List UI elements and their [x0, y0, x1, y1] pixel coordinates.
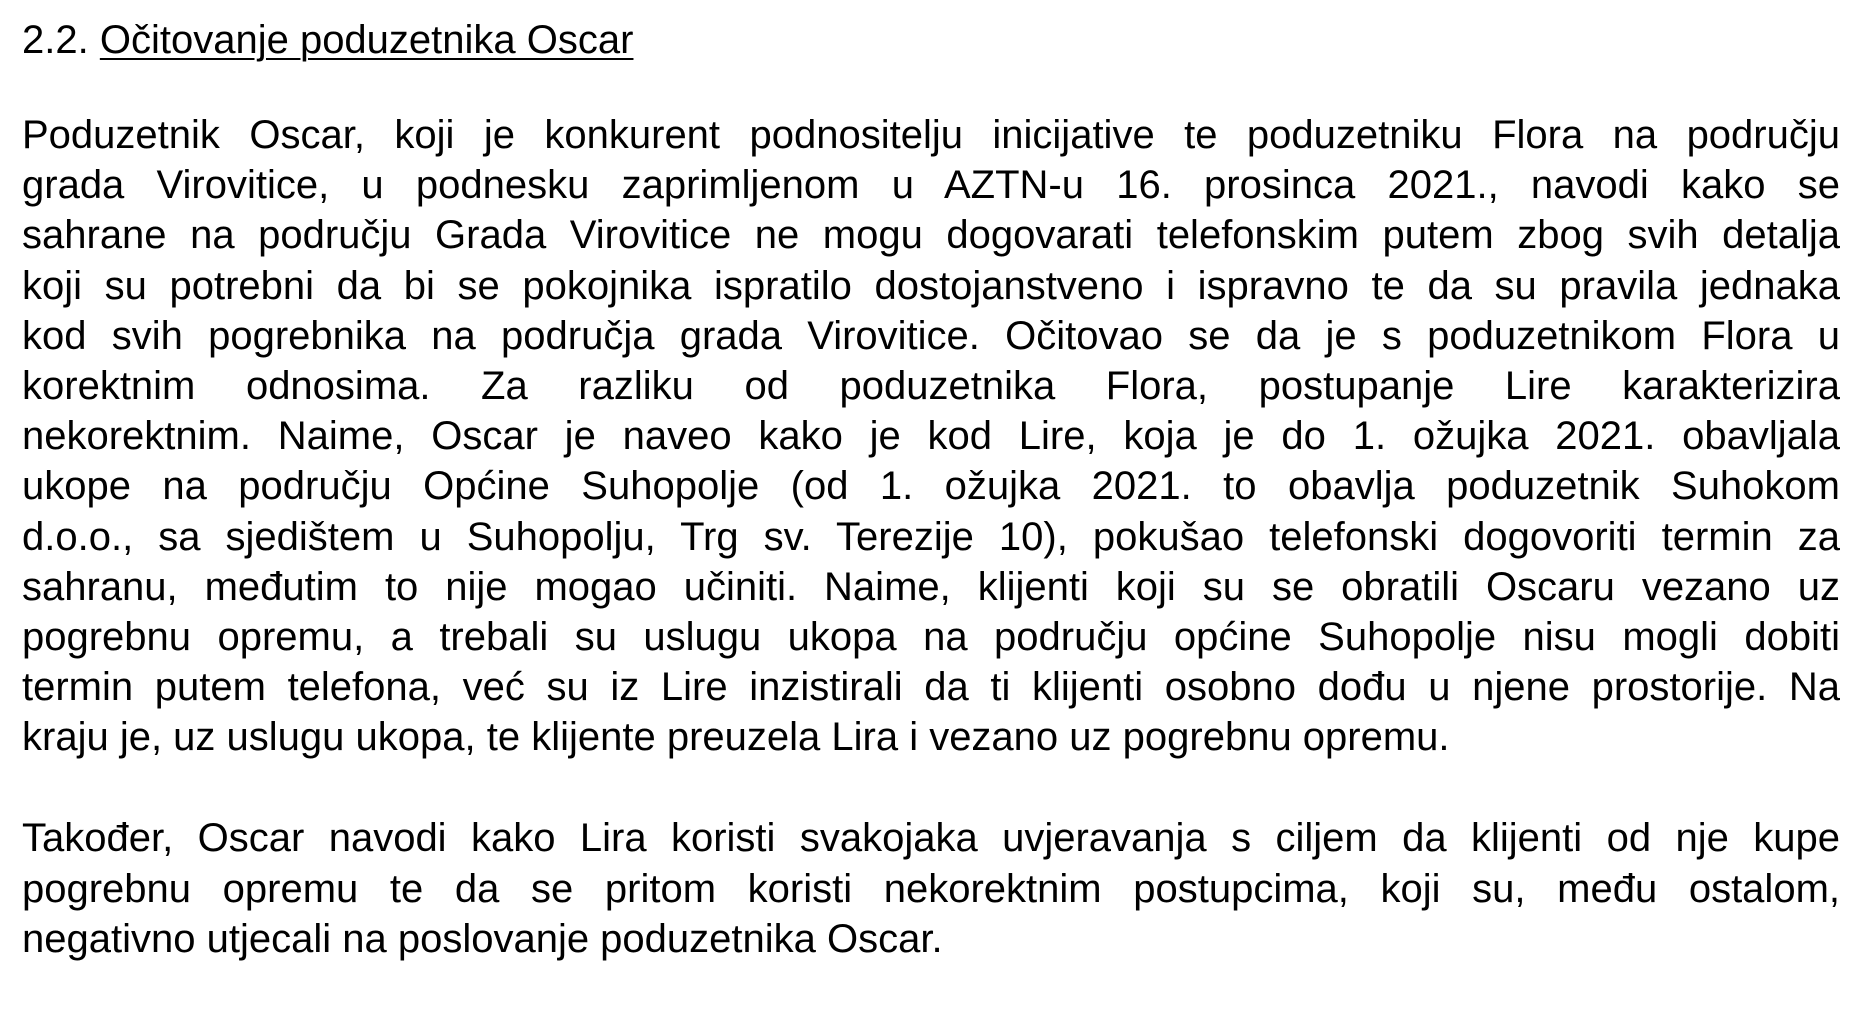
paragraph-line: ukope na području Općine Suhopolje (od 1. ožujka 2021. to obavlja poduzetnik Suhokom [22, 464, 1840, 509]
paragraph-line: Poduzetnik Oscar, koji je konkurent podnositelju inicijative te poduzetniku Flora na području [22, 113, 1840, 157]
paragraph-line: kraju je, uz uslugu ukopa, te klijente preuzela Lira i vezano uz pogrebnu opremu. [22, 715, 1450, 760]
paragraph-line: grada Virovitice, u podnesku zaprimljenom u AZTN-u 16. prosinca 2021., navodi kako se [22, 163, 1840, 208]
paragraph-line: sahrane na području Grada Virovitice ne mogu dogovarati telefonskim putem zbog svih detalja [22, 213, 1840, 258]
paragraph-line: pogrebnu opremu te da se pritom koristi nekorektnim postupcima, koji su, među ostalom, [22, 866, 1840, 911]
paragraph-line: korektnim odnosima. Za razliku od poduzetnika Flora, postupanje Lire karakterizira [22, 363, 1840, 408]
paragraph-line: termin putem telefona, već su iz Lire inzistirali da ti klijenti osobno dođu u njene prostorije. Na [22, 665, 1840, 710]
paragraph-line: negativno utjecali na poslovanje poduzetnika Oscar. [22, 916, 943, 961]
paragraph-line: nekorektnim. Naime, Oscar je naveo kako je kod Lire, koja je do 1. ožujka 2021. obavljala [22, 414, 1840, 459]
paragraph-line: Također, Oscar navodi kako Lira koristi svakojaka uvjeravanja s ciljem da klijenti od nje kupe [22, 816, 1840, 861]
document-page [22, 14, 1840, 964]
paragraph [22, 813, 1840, 964]
section-title: Očitovanje poduzetnika Oscar [99, 18, 634, 62]
paragraph-line: koji su potrebni da bi se pokojnika ispratilo dostojanstveno i ispravno te da su pravila jednaka [22, 263, 1840, 308]
paragraph-line: kod svih pogrebnika na područja grada Virovitice. Očitovao se da je s poduzetnikom Flora u [22, 313, 1840, 358]
paragraph-line: pogrebnu opremu, a trebali su uslugu ukopa na području općine Suhopolje nisu mogli dobiti [22, 614, 1840, 659]
section-heading [22, 14, 1840, 66]
paragraph-line: sahranu, međutim to nije mogao učiniti. Naime, klijenti koji su se obratili Oscaru vezano uz [22, 564, 1840, 609]
section-number: 2.2. [22, 18, 89, 62]
paragraph-line: d.o.o., sa sjedištem u Suhopolju, Trg sv. Terezije 10), pokušao telefonski dogovoriti termin za [22, 514, 1840, 559]
paragraph [22, 110, 1840, 762]
